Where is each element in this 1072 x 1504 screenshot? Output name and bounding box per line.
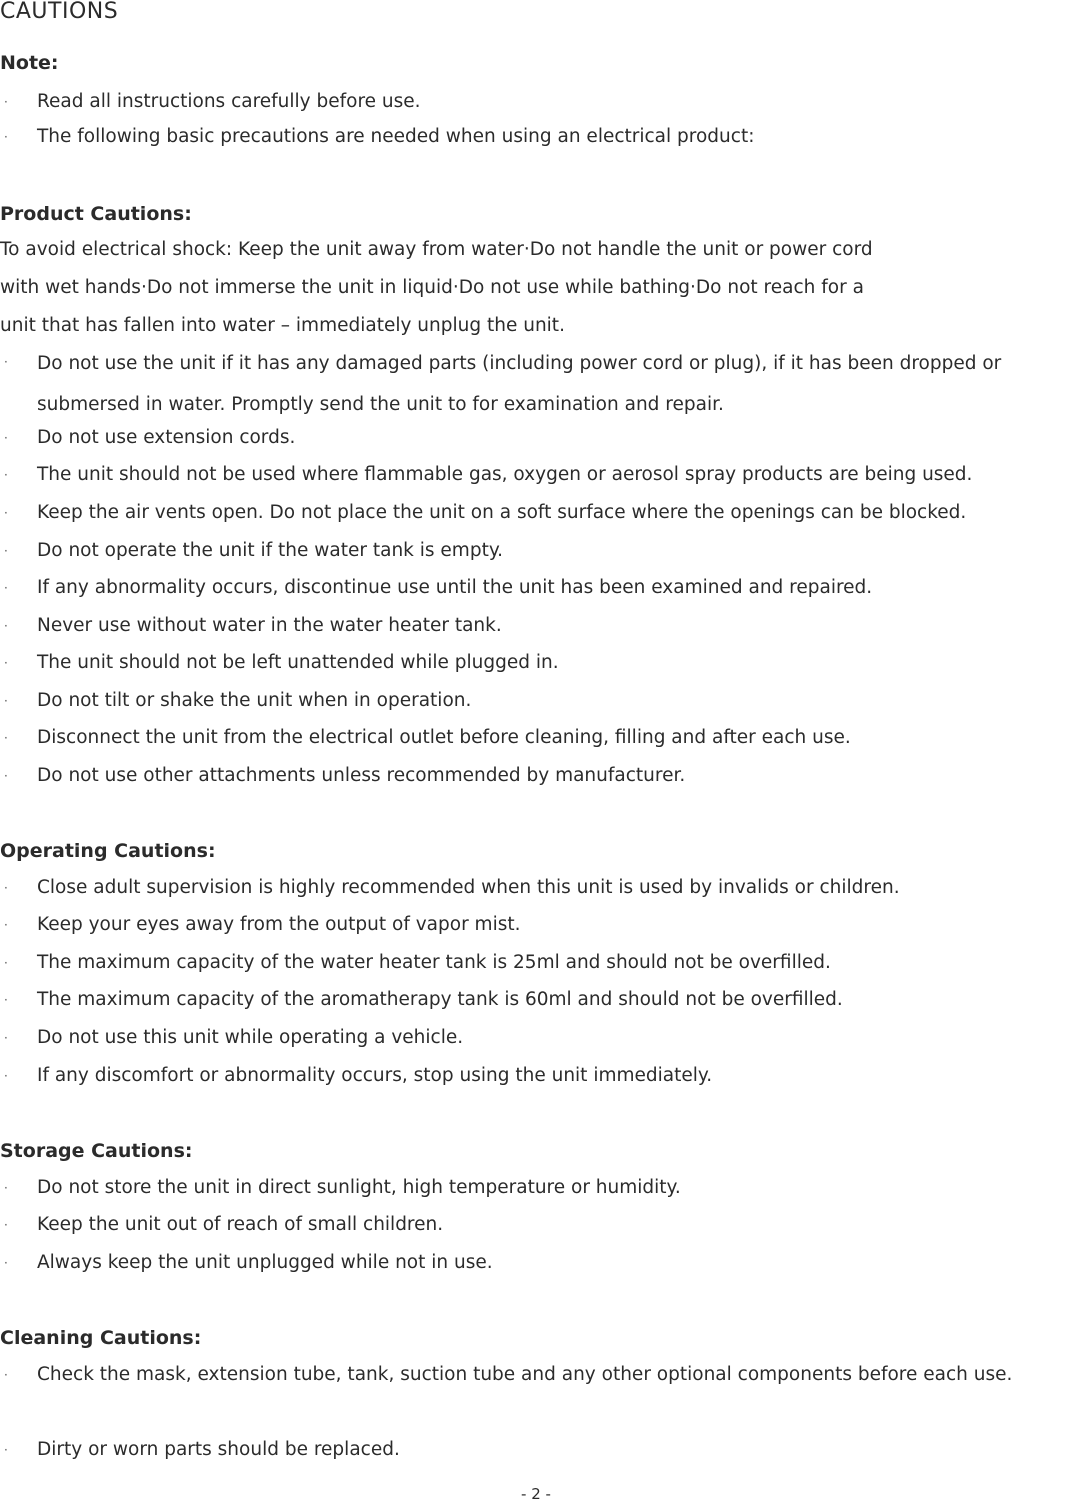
bullet-icon: · bbox=[4, 656, 8, 670]
bullet-icon: · bbox=[4, 881, 8, 895]
bullet-icon: · bbox=[4, 130, 8, 144]
list-item bbox=[0, 1356, 1072, 1438]
list-item-text: Do not use this unit while operating a vehicle. bbox=[37, 1027, 464, 1048]
bullet-icon: · bbox=[4, 694, 8, 708]
bullet-icon: · bbox=[4, 544, 8, 558]
bullet-icon: · bbox=[4, 1218, 8, 1232]
list-item-text: Disconnect the unit from the electrical outlet before cleaning, filling and after each use. bbox=[37, 727, 851, 748]
bullet-icon: · bbox=[4, 355, 8, 369]
list-item-text: The following basic precautions are needed when using an electrical product: bbox=[37, 126, 755, 147]
list-item-text: Do not use the unit if it has any damaged parts (including power cord or plug), if it has been dropped or submersed in water. Promptly send the unit to for examination and repair. bbox=[37, 353, 1002, 415]
note-heading: Note: bbox=[0, 52, 59, 74]
bullet-icon: · bbox=[4, 1256, 8, 1270]
bullet-icon: · bbox=[4, 506, 8, 520]
bullet-icon: · bbox=[4, 1443, 8, 1457]
list-item-text: If any abnormality occurs, discontinue use until the unit has been examined and repaired. bbox=[37, 577, 873, 598]
list-item-text: Do not store the unit in direct sunlight, high temperature or humidity. bbox=[37, 1177, 681, 1198]
list-item-text: The unit should not be used where flammable gas, oxygen or aerosol spray products are being used. bbox=[37, 464, 973, 485]
list-item-text: Never use without water in the water heater tank. bbox=[37, 615, 502, 636]
product-cautions-heading: Product Cautions: bbox=[0, 203, 192, 225]
list-item-text: Keep the air vents open. Do not place the unit on a soft surface where the openings can be blocked. bbox=[37, 502, 967, 523]
product-intro-line: unit that has fallen into water – immediately unplug the unit. bbox=[0, 315, 565, 336]
bullet-icon: · bbox=[4, 468, 8, 482]
list-item bbox=[0, 343, 1072, 425]
list-item-text: Do not use other attachments unless recommended by manufacturer. bbox=[37, 765, 686, 786]
list-item-text: Keep the unit out of reach of small children. bbox=[37, 1214, 444, 1235]
storage-cautions-heading: Storage Cautions: bbox=[0, 1140, 193, 1162]
bullet-icon: · bbox=[4, 1368, 8, 1382]
product-intro-line: with wet hands·Do not immerse the unit in liquid·Do not use while bathing·Do not reach for a bbox=[0, 277, 864, 298]
list-item-text: The unit should not be left unattended while plugged in. bbox=[37, 652, 559, 673]
cleaning-cautions-heading: Cleaning Cautions: bbox=[0, 1327, 202, 1349]
list-item-text: Close adult supervision is highly recommended when this unit is used by invalids or children. bbox=[37, 877, 900, 898]
product-intro-line: To avoid electrical shock: Keep the unit away from water·Do not handle the unit or power cord bbox=[0, 239, 873, 260]
bullet-icon: · bbox=[4, 1181, 8, 1195]
bullet-icon: · bbox=[4, 731, 8, 745]
page-number: - 2 - bbox=[521, 1485, 551, 1503]
list-item-text: The maximum capacity of the aromatherapy tank is 60ml and should not be overfilled. bbox=[37, 989, 843, 1010]
bullet-icon: · bbox=[4, 1069, 8, 1083]
bullet-icon: · bbox=[4, 769, 8, 783]
bullet-icon: · bbox=[4, 431, 8, 445]
list-item-text: Dirty or worn parts should be replaced. bbox=[37, 1439, 400, 1460]
bullet-icon: · bbox=[4, 1031, 8, 1045]
list-item-text: Always keep the unit unplugged while not in use. bbox=[37, 1252, 493, 1273]
list-item-text: Do not operate the unit if the water tank is empty. bbox=[37, 540, 504, 561]
bullet-icon: · bbox=[4, 993, 8, 1007]
list-item-text: The maximum capacity of the water heater tank is 25ml and should not be overfilled. bbox=[37, 952, 831, 973]
page-title: CAUTIONS bbox=[0, 0, 119, 24]
bullet-icon: · bbox=[4, 95, 8, 109]
bullet-icon: · bbox=[4, 619, 8, 633]
bullet-icon: · bbox=[4, 956, 8, 970]
list-item-text: If any discomfort or abnormality occurs, stop using the unit immediately. bbox=[37, 1065, 713, 1086]
list-item-text: Keep your eyes away from the output of vapor mist. bbox=[37, 914, 521, 935]
bullet-icon: · bbox=[4, 918, 8, 932]
bullet-icon: · bbox=[4, 581, 8, 595]
list-item-text: Read all instructions carefully before use. bbox=[37, 91, 421, 112]
list-item-text: Check the mask, extension tube, tank, suction tube and any other optional components before each use. bbox=[37, 1364, 1013, 1385]
operating-cautions-heading: Operating Cautions: bbox=[0, 840, 216, 862]
list-item-text: Do not tilt or shake the unit when in operation. bbox=[37, 690, 472, 711]
list-item-text: Do not use extension cords. bbox=[37, 427, 296, 448]
